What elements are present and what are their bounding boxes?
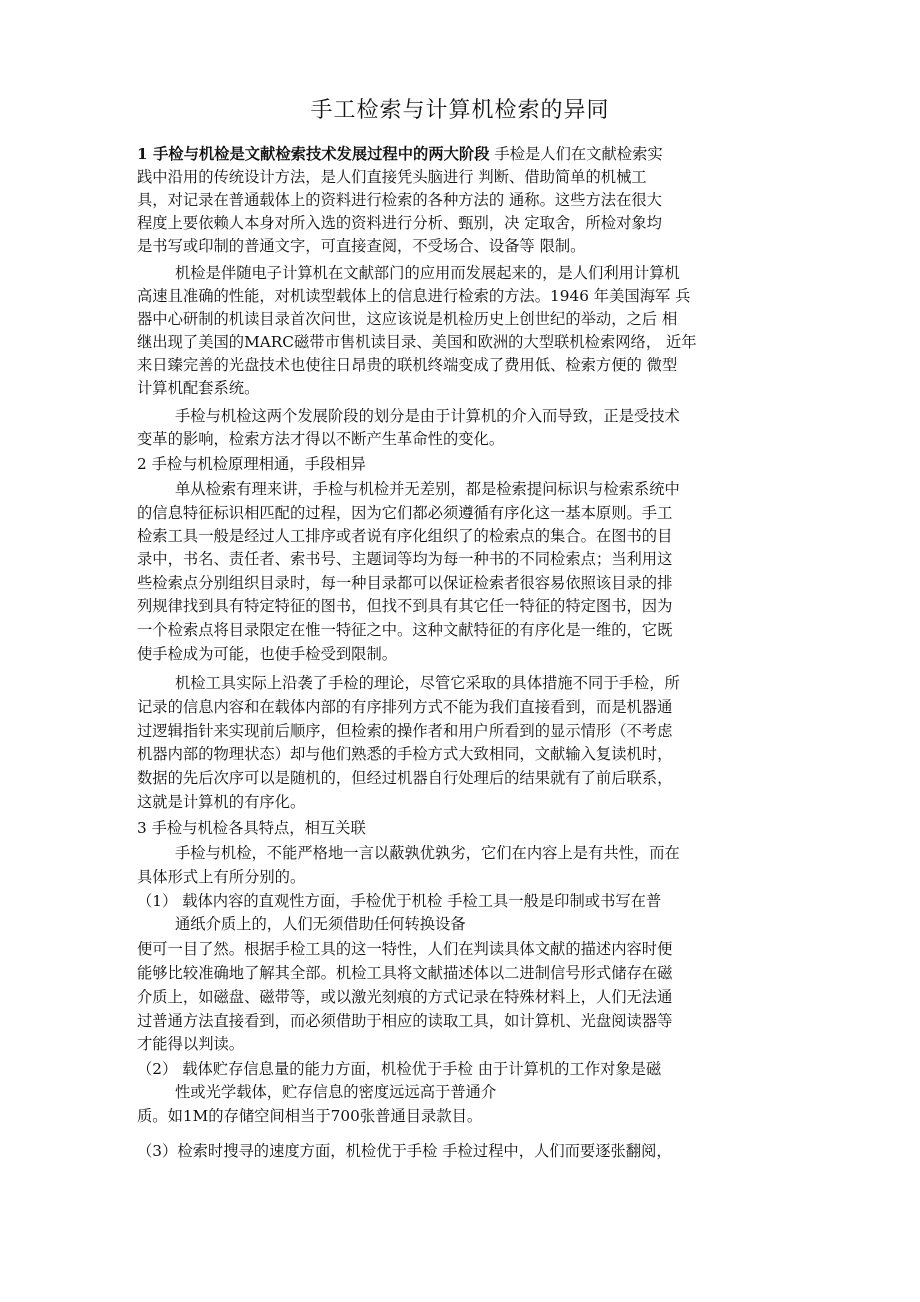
text-line: 单从检索有理来讲，手检与机检并无差别，都是检索提问标识与检索系统中 — [175, 480, 680, 498]
text-line: 是书写或印制的普通文字，可直接查阅，不受场合、设备等 限制。 — [137, 237, 586, 255]
text-line: 过逻辑指针来实现前后顺序，但检索的操作者和用户所看到的显示情形（不考虑 — [137, 722, 673, 740]
text-line: 践中沿用的传统设计方法，是人们直接凭头脑进行 判断、借助简单的机械工 — [137, 168, 647, 186]
text-line: 手检与机检，不能严格地一言以蔽孰优孰劣，它们在内容上是有共性，而在 — [175, 844, 680, 862]
text-line: 录中，书名、责任者、索书号、主题词等均为每一种书的不同检索点；当利用这 — [137, 550, 673, 568]
text-line: 来日臻完善的光盘技术也使往日昂贵的联机终端变成了费用低、检索方便的 微型 — [137, 356, 678, 374]
text-line: 机检是伴随电子计算机在文献部门的应用而发展起来的，是人们利用计算机 — [175, 264, 680, 282]
text-line: 具，对记录在普通载体上的资料进行检索的各种方法的 通称。这些方法在很大 — [137, 191, 662, 209]
section-1-first-line — [137, 143, 663, 165]
section-3-heading: 3 手检与机检各具特点，相互关联 — [137, 819, 366, 837]
text-line: 些检索点分别组织目录时，每一种目录都可以保证检索者很容易依照该目录的排 — [137, 574, 673, 592]
text-line: 数据的先后次序可以是随机的，但经过机器自行处理后的结果就有了前后联系， — [137, 769, 673, 787]
text-line: 记录的信息内容和在载体内部的有序排列方式不能为我们直接看到，而是机器通 — [137, 698, 673, 716]
text-line: 过普通方法直接看到，而必须借助于相应的读取工具，如计算机、光盘阅读器等 — [137, 1012, 673, 1030]
list-item-2-continuation: 性或光学载体，贮存信息的密度远远高于普通介 — [175, 1083, 497, 1101]
text-line: 这就是计算机的有序化。 — [137, 793, 306, 811]
text-line: 器中心研制的机读目录首次问世，这应该说是机检历史上创世纪的举动，之后 相 — [137, 310, 678, 328]
section-2-heading: 2 手检与机检原理相通，手段相异 — [137, 455, 366, 473]
text-line: 介质上，如磁盘、磁带等，或以激光刻痕的方式记录在特殊材料上，人们无法通 — [137, 988, 673, 1006]
list-item-2: （2） 载体贮存信息量的能力方面，机检优于手检 由于计算机的工作对象是磁 — [137, 1060, 662, 1078]
text-line: 能够比较准确地了解其全部。机检工具将文献描述体以二进制信号形式储存在磁 — [137, 964, 673, 982]
text-line: 的信息特征标识相匹配的过程，因为它们都必须遵循有序化这一基本原则。手工 — [137, 504, 673, 522]
section-1-heading: 1 手检与机检是文献检索技术发展过程中的两大阶段 — [137, 145, 490, 163]
text-line: 质。如1M的存储空间相当于700张普通目录款目。 — [137, 1107, 483, 1125]
text-line: 一个检索点将目录限定在惟一特征之中。这种文献特征的有序化是一维的，它既 — [137, 621, 673, 639]
text-line: 使手检成为可能，也使手检受到限制。 — [137, 645, 398, 663]
text-line: 程度上要依赖人本身对所入选的资料进行分析、甄别，决 定取舍，所检对象均 — [137, 214, 662, 232]
text-line: 具体形式上有所分别的。 — [137, 868, 306, 886]
text-line: 计算机配套系统。 — [137, 379, 260, 397]
text-line: 便可一目了然。根据手检工具的这一特性，人们在判读具体文献的描述内容时便 — [137, 940, 673, 958]
list-item-1: （1） 载体内容的直观性方面，手检优于机检 手检工具一般是印制或书写在普 — [137, 892, 662, 910]
text-line: 继出现了美国的MARC磁带市售机读目录、美国和欧洲的大型联机检索网络， 近年 — [137, 333, 697, 351]
page-title: 手工检索与计算机检索的异同 — [310, 98, 610, 123]
text-line: 检索工具一般是经过人工排序或者说有序化组织了的检索点的集合。在图书的目 — [137, 527, 673, 545]
list-item-1-continuation: 通纸介质上的，人们无须借助任何转换设备 — [175, 915, 466, 933]
section-1-text: 手检是人们在文献检索实 — [494, 145, 663, 163]
text-line: 机检工具实际上沿袭了手检的理论，尽管它采取的具体措施不同于手检，所 — [175, 674, 680, 692]
list-item-3: （3）检索时搜寻的速度方面，机检优于手检 手检过程中，人们而要逐张翻阅， — [137, 1142, 672, 1160]
text-line: 才能得以判读。 — [137, 1035, 245, 1053]
text-line: 列规律找到具有特定特征的图书，但找不到具有其它任一特征的特定图书，因为 — [137, 597, 673, 615]
text-line: 变革的影响，检索方法才得以不断产生革命性的变化。 — [137, 430, 505, 448]
text-line: 机器内部的物理状态）却与他们熟悉的手检方式大致相同，文献输入复读机时， — [137, 745, 673, 763]
text-line: 高速且准确的性能，对机读型载体上的信息进行检索的方法。1946 年美国海军 兵 — [137, 287, 691, 305]
text-line: 手检与机检这两个发展阶段的划分是由于计算机的介入而导致，正是受技术 — [175, 407, 680, 425]
